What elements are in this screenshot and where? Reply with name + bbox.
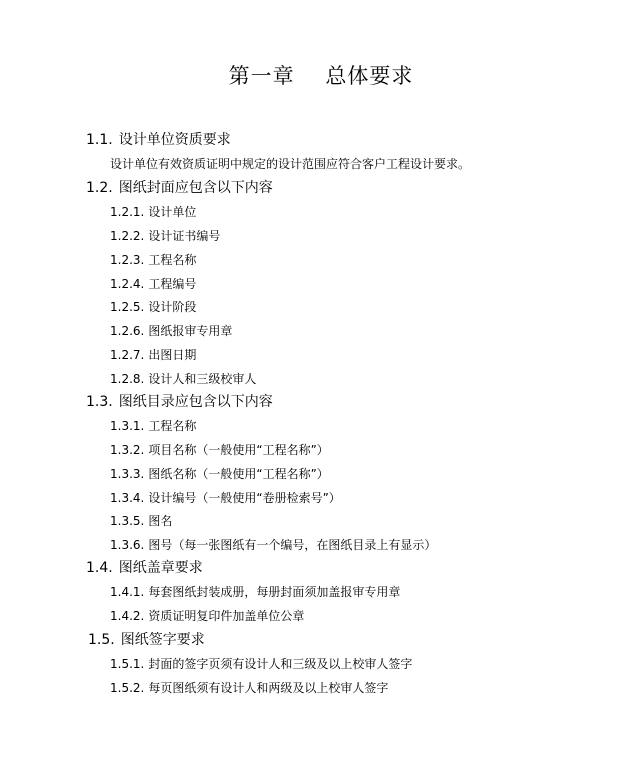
- subsection-number: 1.3.6.: [110, 538, 145, 552]
- section-number: 1.3.: [86, 394, 113, 410]
- section-heading: [86, 558, 203, 578]
- subsection-label: 设计单位: [148, 205, 197, 219]
- section-heading: [86, 392, 273, 412]
- subsection-item: [110, 489, 341, 507]
- subsection-number: 1.2.2.: [110, 229, 145, 243]
- subsection-label: 每页图纸须有设计人和两级及以上校审人签字: [148, 681, 389, 695]
- subsection-label: 出图日期: [148, 348, 197, 362]
- subsection-number: 1.3.1.: [110, 419, 145, 433]
- subsection-item: [110, 655, 412, 673]
- subsection-item: [110, 346, 196, 364]
- subsection-number: 1.4.2.: [110, 609, 145, 623]
- subsection-label: 图纸报审专用章: [148, 324, 233, 338]
- subsection-number: 1.3.3.: [110, 467, 145, 481]
- section-label: 图纸目录应包含以下内容: [118, 394, 273, 410]
- subsection-number: 1.2.7.: [110, 348, 145, 362]
- subsection-item: [110, 465, 329, 483]
- subsection-number: 1.5.1.: [110, 657, 145, 671]
- subsection-label: 每套图纸封装成册，每册封面须加盖报审专用章: [148, 585, 401, 599]
- section-number: 1.2.: [86, 180, 113, 196]
- subsection-label: 图号（每一张图纸有一个编号，在图纸目录上有显示）: [148, 538, 437, 552]
- subsection-number: 1.5.2.: [110, 681, 145, 695]
- section-paragraph: 设计单位有效资质证明中规定的设计范围应符合客户工程设计要求。: [110, 157, 471, 171]
- subsection-item: [110, 512, 172, 530]
- subsection-number: 1.3.5.: [110, 514, 145, 528]
- subsection-item: [110, 322, 232, 340]
- chapter-title: 第一章 总体要求: [228, 64, 414, 88]
- subsection-number: 1.3.4.: [110, 491, 145, 505]
- subsection-label: 工程名称: [148, 253, 197, 267]
- subsection-number: 1.2.3.: [110, 253, 145, 267]
- subsection-label: 项目名称（一般使用“工程名称”）: [148, 443, 329, 457]
- subsection-label: 图纸名称（一般使用“工程名称”）: [148, 467, 329, 481]
- subsection-number: 1.2.1.: [110, 205, 145, 219]
- subsection-number: 1.2.8.: [110, 372, 145, 386]
- subsection-number: 1.2.4.: [110, 277, 145, 291]
- subsection-item: [110, 417, 196, 435]
- section-heading: [86, 130, 231, 150]
- subsection-item: [110, 370, 256, 388]
- subsection-label: 封面的签字页须有设计人和三级及以上校审人签字: [148, 657, 413, 671]
- subsection-item: [110, 298, 196, 316]
- subsection-item: [110, 583, 400, 601]
- subsection-label: 工程名称: [148, 419, 197, 433]
- section-label: 图纸盖章要求: [118, 560, 203, 576]
- subsection-item: [110, 607, 304, 625]
- subsection-label: 设计阶段: [148, 300, 197, 314]
- subsection-item: [110, 679, 388, 697]
- subsection-item: [110, 441, 329, 459]
- section-heading: [88, 630, 205, 650]
- section-label: 图纸签字要求: [120, 632, 205, 648]
- section-label: 设计单位资质要求: [118, 132, 231, 148]
- subsection-label: 设计证书编号: [148, 229, 221, 243]
- subsection-item: [110, 275, 196, 293]
- subsection-label: 图名: [148, 514, 173, 528]
- subsection-number: 1.4.1.: [110, 585, 145, 599]
- section-number: 1.5.: [88, 632, 115, 648]
- section-label: 图纸封面应包含以下内容: [118, 180, 273, 196]
- subsection-number: 1.3.2.: [110, 443, 145, 457]
- subsection-item: [110, 203, 196, 221]
- section-heading: [86, 178, 273, 198]
- subsection-label: 工程编号: [148, 277, 197, 291]
- subsection-item: [110, 536, 436, 554]
- section-number: 1.1.: [86, 132, 113, 148]
- subsection-label: 设计人和三级校审人: [148, 372, 257, 386]
- subsection-label: 设计编号（一般使用“卷册检索号”）: [148, 491, 341, 505]
- subsection-item: [110, 251, 196, 269]
- subsection-number: 1.2.6.: [110, 324, 145, 338]
- subsection-item: [110, 227, 220, 245]
- subsection-label: 资质证明复印件加盖单位公章: [148, 609, 305, 623]
- subsection-number: 1.2.5.: [110, 300, 145, 314]
- section-number: 1.4.: [86, 560, 113, 576]
